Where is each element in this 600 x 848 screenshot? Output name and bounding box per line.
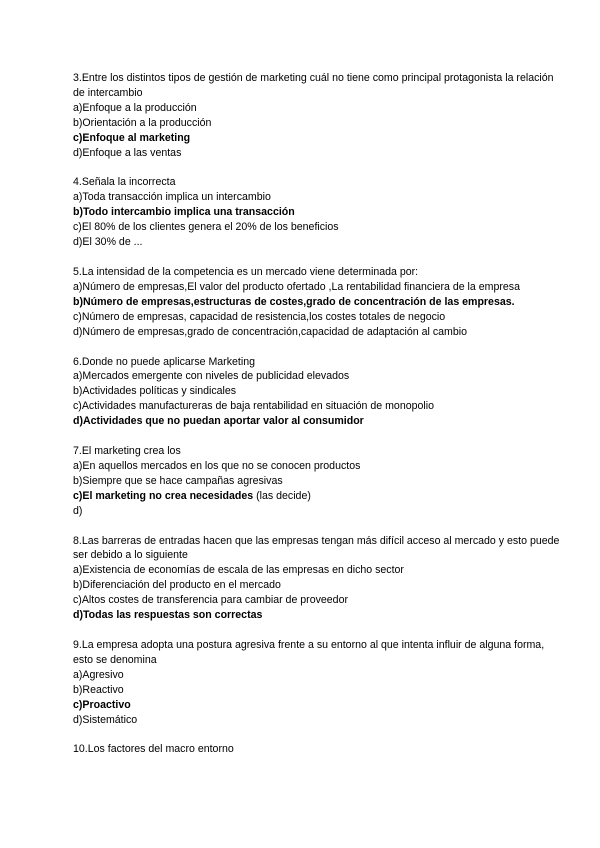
answer-option: d) [73, 504, 83, 517]
answer-option: c)Altos costes de transferencia para cambiar de proveedor [73, 594, 348, 607]
answer-note: (las decide) [253, 489, 311, 502]
correct-answer-option: c)Enfoque al marketing [73, 131, 191, 144]
question-10 [73, 742, 560, 757]
answer-option: b)Orientación a la producción [73, 116, 212, 129]
answer-option: a)Agresivo [73, 668, 124, 681]
question-9 [73, 638, 560, 727]
answer-option: b)Actividades políticas y sindicales [73, 385, 237, 398]
answer-option: d)El 30% de ... [73, 236, 143, 249]
question-3 [73, 71, 560, 160]
correct-answer-option: d)Actividades que no puedan aportar valor al consumidor [73, 415, 364, 428]
answer-option: c)Número de empresas, capacidad de resistencia,los costes totales de negocio [73, 310, 446, 323]
question-8 [73, 534, 560, 623]
correct-answer-option: b)Todo intercambio implica una transacción [73, 206, 295, 219]
question-stem: 7.El marketing crea los [73, 445, 181, 458]
question-5 [73, 265, 560, 340]
answer-option: a)Toda transacción implica un intercambio [73, 191, 271, 204]
question-4 [73, 175, 560, 250]
answer-option: b)Diferenciación del producto en el mercado [73, 579, 281, 592]
correct-answer-option: d)Todas las respuestas son correctas [73, 609, 263, 622]
question-stem: 9.La empresa adopta una postura agresiva frente a su entorno al que intenta influir de alguna forma, esto se denomina [73, 639, 545, 666]
answer-option: b)Reactivo [73, 683, 124, 696]
question-stem: 5.La intensidad de la competencia es un mercado viene determinada por: [73, 265, 419, 278]
answer-option: d)Enfoque a las ventas [73, 146, 182, 159]
answer-option: c)El 80% de los clientes genera el 20% de los beneficios [73, 221, 339, 234]
question-6 [73, 355, 560, 430]
question-stem: 8.Las barreras de entradas hacen que las empresas tengan más difícil acceso al mercado y esto puede ser debido a lo siguiente [73, 534, 560, 562]
answer-option: a)En aquellos mercados en los que no se conocen productos [73, 459, 361, 472]
answer-option: a)Enfoque a la producción [73, 101, 197, 114]
question-stem: 4.Señala la incorrecta [73, 176, 176, 189]
answer-option: d)Sistemático [73, 713, 138, 726]
correct-answer-option [73, 489, 560, 504]
answer-option: b)Siempre que se hace campañas agresivas [73, 474, 283, 487]
question-stem: 10.Los factores del macro entorno [73, 743, 234, 756]
correct-answer-text: c)El marketing no crea necesidades [73, 489, 254, 502]
correct-answer-option: c)Proactivo [73, 698, 131, 711]
question-stem: 3.Entre los distintos tipos de gestión de marketing cuál no tiene como principal protagonista la relación de intercambio [73, 72, 554, 99]
question-stem: 6.Donde no puede aplicarse Marketing [73, 355, 255, 368]
correct-answer-option: b)Número de empresas,estructuras de costes,grado de concentración de las empresas. [73, 295, 515, 308]
answer-option: c)Actividades manufactureras de baja rentabilidad en situación de monopolio [73, 400, 434, 413]
question-7 [73, 444, 560, 519]
answer-option: a)Mercados emergente con niveles de publicidad elevados [73, 370, 350, 383]
answer-option: a)Número de empresas,El valor del producto ofertado ,La rentabilidad financiera de la empresa [73, 280, 520, 293]
answer-option: d)Número de empresas,grado de concentración,capacidad de adaptación al cambio [73, 325, 467, 338]
answer-option: a)Existencia de economías de escala de las empresas en dicho sector [73, 564, 404, 577]
